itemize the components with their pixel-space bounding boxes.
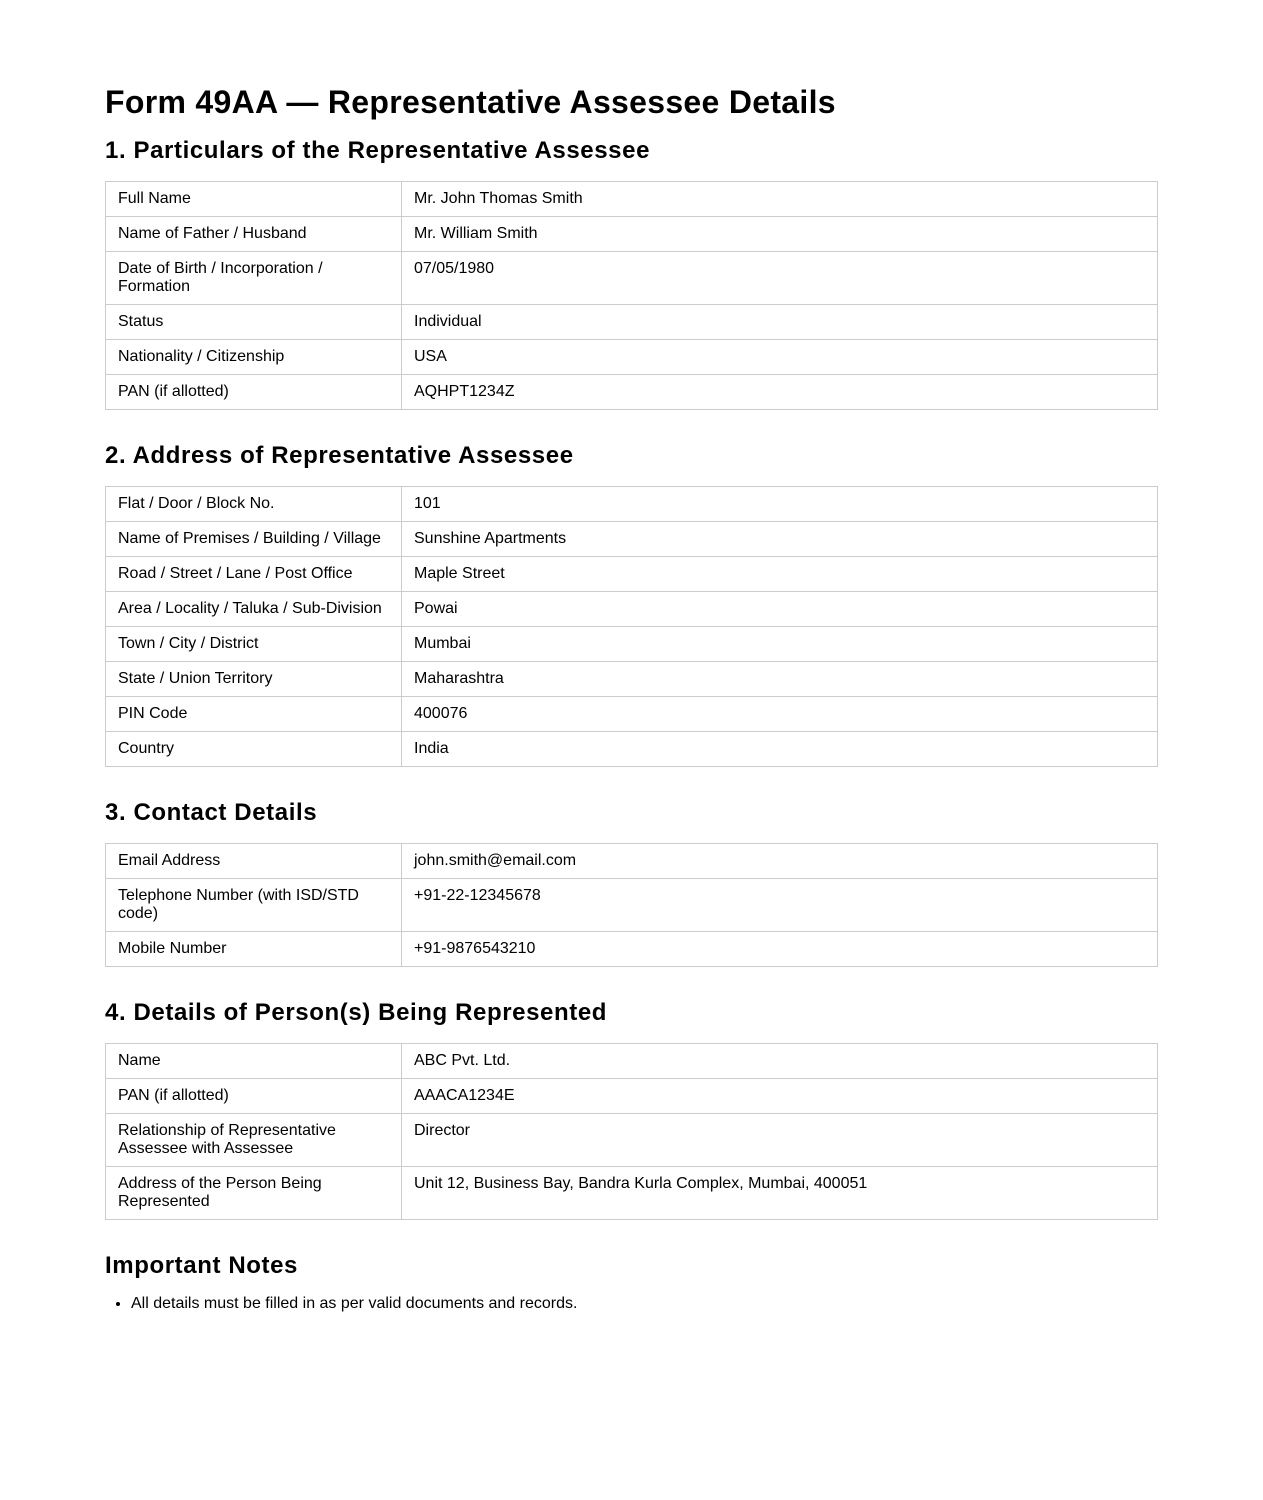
field-value: Maple Street	[402, 557, 1158, 592]
notes-list-container	[105, 1292, 1158, 1312]
field-value: Director	[402, 1114, 1158, 1167]
field-label: Name	[106, 1044, 402, 1079]
field-label: Country	[106, 732, 402, 767]
section-heading-contact: 3. Contact Details	[105, 799, 318, 826]
field-value: +91-9876543210	[402, 932, 1158, 967]
field-label: Telephone Number (with ISD/STD code)	[106, 879, 402, 932]
table-row	[106, 1167, 1158, 1220]
field-label: Area / Locality / Taluka / Sub-Division	[106, 592, 402, 627]
field-value: Mumbai	[402, 627, 1158, 662]
table-row	[106, 340, 1158, 375]
field-value: Maharashtra	[402, 662, 1158, 697]
table-row	[106, 879, 1158, 932]
field-label: Name of Father / Husband	[106, 217, 402, 252]
table-row	[106, 592, 1158, 627]
table-row	[106, 375, 1158, 410]
field-label: Relationship of Representative Assessee with Assessee	[106, 1114, 402, 1167]
field-value: USA	[402, 340, 1158, 375]
field-value: Sunshine Apartments	[402, 522, 1158, 557]
table-row	[106, 1044, 1158, 1079]
table-row	[106, 662, 1158, 697]
field-label: PIN Code	[106, 697, 402, 732]
field-value: 07/05/1980	[402, 252, 1158, 305]
field-label: Town / City / District	[106, 627, 402, 662]
field-value: AAACA1234E	[402, 1079, 1158, 1114]
table-row	[106, 487, 1158, 522]
table-row	[106, 217, 1158, 252]
field-value: Mr. John Thomas Smith	[402, 182, 1158, 217]
field-value: Powai	[402, 592, 1158, 627]
field-value: ABC Pvt. Ltd.	[402, 1044, 1158, 1079]
notes-list	[105, 1295, 1158, 1313]
represented-table	[105, 1043, 1158, 1220]
field-label: Address of the Person Being Represented	[106, 1167, 402, 1220]
field-value: Unit 12, Business Bay, Bandra Kurla Complex, Mumbai, 400051	[402, 1167, 1158, 1220]
field-label: Name of Premises / Building / Village	[106, 522, 402, 557]
field-label: Flat / Door / Block No.	[106, 487, 402, 522]
field-label: Nationality / Citizenship	[106, 340, 402, 375]
table-row	[106, 305, 1158, 340]
list-item: • All details must be filled in as per valid documents and records.	[131, 1295, 1158, 1313]
table-row	[106, 1079, 1158, 1114]
field-value: India	[402, 732, 1158, 767]
field-value: +91-22-12345678	[402, 879, 1158, 932]
section-heading-represented: 4. Details of Person(s) Being Represented	[105, 999, 608, 1026]
particulars-table	[105, 181, 1158, 410]
table-row	[106, 182, 1158, 217]
table-row	[106, 844, 1158, 879]
field-label: Status	[106, 305, 402, 340]
field-label: Mobile Number	[106, 932, 402, 967]
table-row	[106, 627, 1158, 662]
table-row	[106, 732, 1158, 767]
table-row	[106, 522, 1158, 557]
notes-heading: Important Notes	[105, 1252, 299, 1279]
address-table	[105, 486, 1158, 767]
field-value: AQHPT1234Z	[402, 375, 1158, 410]
contact-table	[105, 843, 1158, 967]
field-value: Individual	[402, 305, 1158, 340]
field-value: 400076	[402, 697, 1158, 732]
page-title: Form 49AA — Representative Assessee Details	[105, 84, 836, 120]
field-label: Email Address	[106, 844, 402, 879]
table-row	[106, 252, 1158, 305]
field-label: Date of Birth / Incorporation / Formation	[106, 252, 402, 305]
field-value: 101	[402, 487, 1158, 522]
table-row	[106, 697, 1158, 732]
field-value: Mr. William Smith	[402, 217, 1158, 252]
field-label: PAN (if allotted)	[106, 1079, 402, 1114]
field-label: Full Name	[106, 182, 402, 217]
table-row	[106, 1114, 1158, 1167]
table-row	[106, 557, 1158, 592]
field-label: State / Union Territory	[106, 662, 402, 697]
field-label: PAN (if allotted)	[106, 375, 402, 410]
section-heading-particulars: 1. Particulars of the Representative Assessee	[105, 137, 651, 164]
field-value: john.smith@email.com	[402, 844, 1158, 879]
table-row	[106, 932, 1158, 967]
field-label: Road / Street / Lane / Post Office	[106, 557, 402, 592]
section-heading-address: 2. Address of Representative Assessee	[105, 442, 574, 469]
